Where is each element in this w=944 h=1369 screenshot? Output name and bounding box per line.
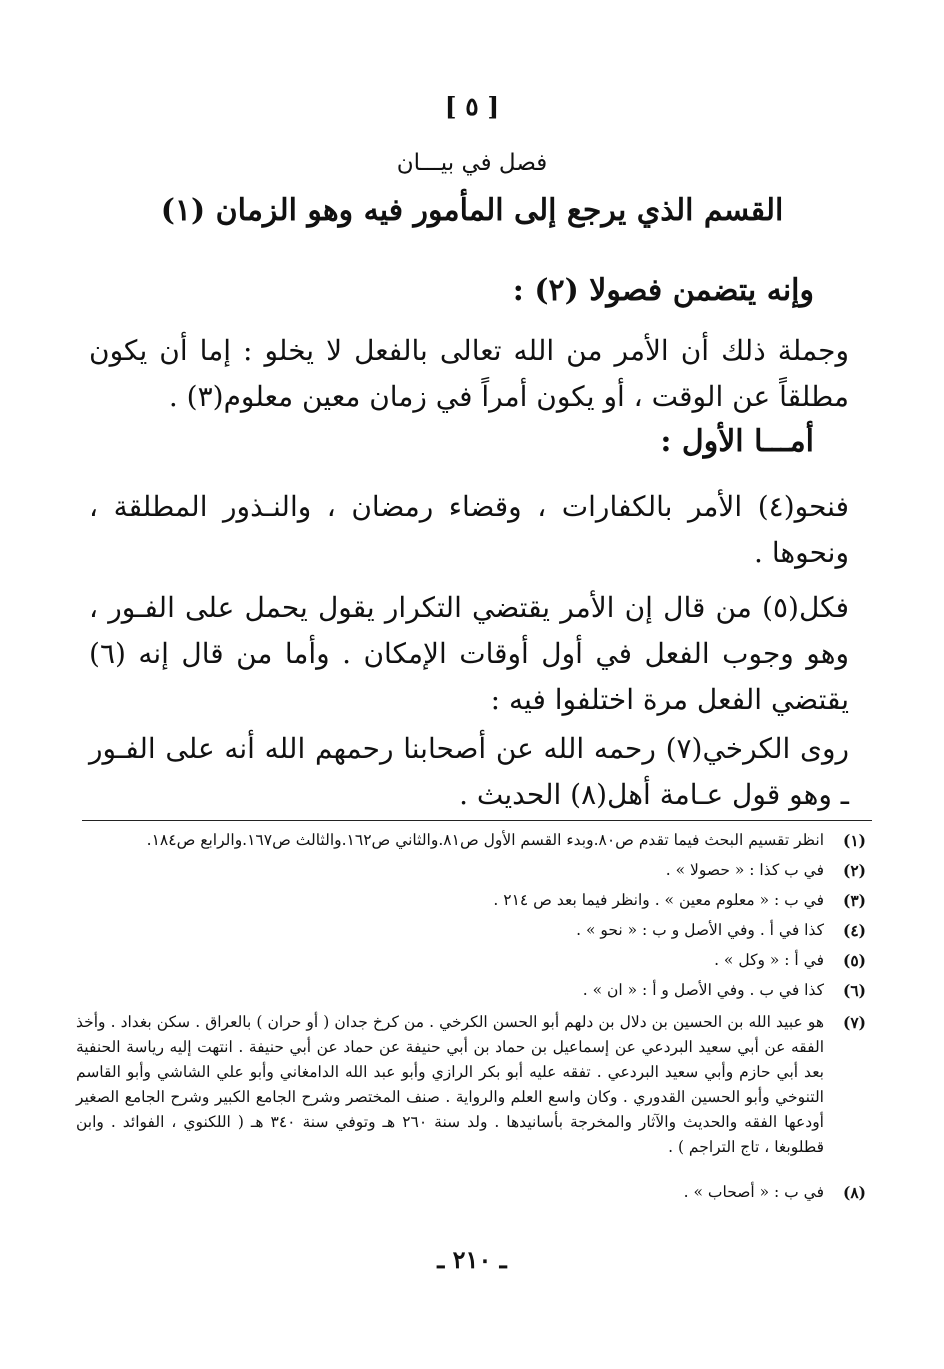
- footnote-text: هو عبيد الله بن الحسين بن دلال بن دلهم أبو الحسن الكرخي . من كرخ جدان ( أو حران ) بالعراق . سكن بغداد . وأخذ الفقه عن أبي سعيد البردعي عن إسماعيل بن حماد بن أبي حنيفة عن حماد عن أبي حنيفة . انتهت إليه رياسة الحنفية بعد أبي حازم وأبي سعيد البردعي . تفقه عليه أبو بكر الرازي وأبو عبد الله الدامغاني وأبو علي الشاشي وأبو القاسم التنوخي وأبو الحسين القدوري . وكان واسع العلم والرواية . صنف المختصر وشرح الجامع الكبير وشرح الجامع الصغير أودعها الفقه والحديث والآثار والمخرجة بأسانيدها . ولد سنة ٢٦٠ هـ وتوفي سنة ٣٤٠ هـ ( اللكنوي ، الفوائد . وابن قطلوبغا ، تاج التراجم ) .: [76, 1013, 824, 1156]
- page-number: ـ ٢١٠ ـ: [437, 1245, 507, 1274]
- footnote-number: (١): [842, 831, 866, 850]
- paragraph-4: روى الكرخي(٧) رحمه الله عن أصحابنا رحمهم الله أنه على الفـور ـ وهو قول عـامة أهل(٨) الحديث .: [89, 732, 849, 811]
- footnote-number: (٧): [842, 1013, 866, 1032]
- footnote-number: (٨): [842, 1183, 866, 1202]
- footnote-text: كذا في أ . وفي الأصل و ب : « نحو » .: [576, 921, 824, 939]
- footnote-number: (٥): [842, 951, 866, 970]
- footnote-number: (٤): [842, 921, 866, 940]
- section-kicker: فصل في بيـــان: [396, 150, 548, 176]
- footnote-number: (٢): [842, 861, 866, 880]
- footnote: [76, 888, 866, 913]
- subheading-fusul: وإنه يتضمن فصولا (٢) :: [512, 273, 814, 308]
- footnote-number: (٣): [842, 891, 866, 910]
- subheading-first: أمـــا الأول :: [660, 424, 814, 459]
- paragraph-3: فكل(٥) من قال إن الأمر يقتضي التكرار يقول يحمل على الفـور ، وهو وجوب الفعل في أول أوقات الإمكان . وأما من قال إنه (٦) يقتضي الفعل مرة اختلفوا فيه :: [89, 591, 849, 716]
- footnote-text: في أ : « وكل » .: [714, 951, 824, 969]
- footnote-text: في ب كذا : « حصولا » .: [665, 861, 824, 879]
- paragraph-2: فنحو(٤) الأمر بالكفارات ، وقضاء رمضان ، والنـذور المطلقة ، ونحوها .: [89, 490, 849, 569]
- footnote: [76, 948, 866, 973]
- section-number: [ ٥ ]: [444, 92, 500, 121]
- footnote-text: في ب : « أصحاب » .: [683, 1183, 824, 1201]
- footnote: [76, 978, 866, 1003]
- footnote: [76, 858, 866, 883]
- chapter-title: القسم الذي يرجع إلى المأمور فيه وهو الزمان (١): [160, 193, 784, 228]
- footnote: [76, 918, 866, 943]
- footnote-divider: [82, 820, 872, 821]
- footnote: [76, 1180, 866, 1205]
- paragraph-1: وجملة ذلك أن الأمر من الله تعالى بالفعل لا يخلو : إما أن يكون مطلقاً عن الوقت ، أو يكون أمراً في زمان معين معلوم(٣) .: [89, 334, 849, 413]
- footnote: [76, 1010, 866, 1160]
- footnote: [76, 828, 866, 853]
- footnote-text: في ب : « معلوم معين » . وانظر فيما بعد ص ٢١٤ .: [493, 891, 824, 909]
- footnote-text: انظر تقسيم البحث فيما تقدم ص٨٠.وبدء القسم الأول ص٨١.والثاني ص١٦٢.والثالث ص١٦٧.والرابع ص١٨٤.: [146, 831, 824, 849]
- footnote-number: (٦): [842, 981, 866, 1000]
- footnote-text: كذا في ب . وفي الأصل و أ : « ان » .: [582, 981, 824, 999]
